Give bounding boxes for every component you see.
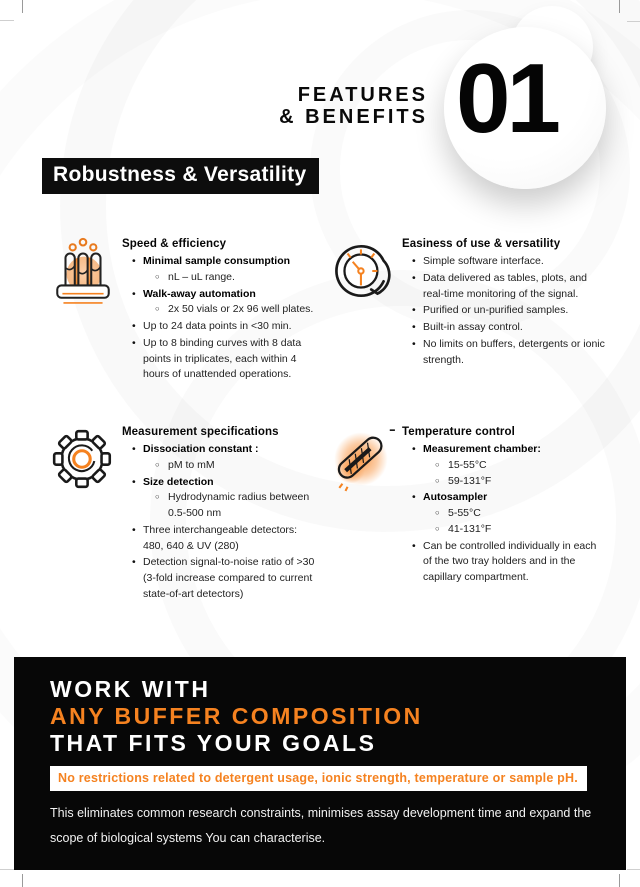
feature-title: Temperature control [402,426,515,438]
feature-measurement-specs [50,424,316,604]
feature-bullet: • Simple software interface. [412,254,608,270]
feature-bullet: • Size detection ○ Hydrodynamic radius between 0.5-500 nm [132,475,316,522]
footer-heading-line3: THAT FITS YOUR GOALS [50,729,377,756]
feature-easiness-versatility [330,236,608,369]
crop-mark [619,0,620,13]
page-title-line2: & BENEFITS [279,106,428,129]
feature-bullet: • Up to 24 data points in <30 min. [132,319,316,335]
feature-bullet-list [122,442,316,603]
page-title [279,84,428,129]
feature-bullet: • Walk-away automation ○ 2x 50 vials or 2x 96 well plates. [132,287,316,319]
feature-sub-list [423,506,608,538]
footer-highlight-box: No restrictions related to detergent usage, ionic strength, temperature or sample pH. [50,766,587,791]
feature-sub-list [143,458,316,474]
section-title-banner [42,158,319,194]
feature-bullet: • Up to 8 binding curves with 8 data points in triplicates, each within 4 hours of unattended operations. [132,336,316,383]
footer-heading-line2: ANY BUFFER COMPOSITION [50,702,423,729]
test-tubes-icon [50,236,116,306]
feature-title: Speed & efficiency [122,238,227,250]
feature-sub-bullet: ○ pM to mM [155,458,316,474]
feature-bullet: • Detection signal-to-noise ratio of >30 (3-fold increase compared to current state-of-art detectors) [132,555,316,602]
feature-bullet: • No limits on buffers, detergents or ionic strength. [412,337,608,369]
feature-bullet: • Purified or un-purified samples. [412,303,608,319]
feature-sub-list [143,270,316,286]
footer-body-text: This eliminates common research constraints, minimises assay development time and expand the scope of biological systems You can characterise. [50,806,592,845]
crop-mark [619,874,620,887]
page-title-line1: FEATURES [297,84,428,106]
feature-sub-bullet: ○ Hydrodynamic radius between 0.5-500 nm [155,490,316,522]
page-number: 01 [456,43,558,153]
feature-bullet: • Three interchangeable detectors: 480, 640 & UV (280) [132,523,316,555]
feature-sub-list [143,302,316,318]
feature-bullet-list [402,254,608,368]
feature-sub-bullet: ○ 2x 50 vials or 2x 96 well plates. [155,302,316,318]
feature-bullet-list [122,254,316,383]
feature-sub-bullet: ○ 5-55°C [435,506,608,522]
feature-temperature-control [330,424,608,587]
crop-mark [627,21,640,22]
feature-bullet: • Dissociation constant : ○ pM to mM [132,442,316,474]
feature-bullet: • Minimal sample consumption ○ nL – uL range. [132,254,316,286]
section-title: Robustness & Versatility [53,163,307,186]
feature-bullet: • Autosampler ○ 5-55°C ○ 41-131°F [412,490,608,537]
feature-sub-bullet: ○ 15-55°C [435,458,608,474]
feature-bullet: • Can be controlled individually in each of the two tray holders and in the capillary compartment. [412,539,608,586]
feature-speed-efficiency [50,236,316,384]
feature-sub-bullet: ○ 59-131°F [435,474,608,490]
feature-bullet: • Measurement chamber: ○ 15-55°C ○ 59-131°F [412,442,608,489]
footer-banner [14,657,626,870]
crop-mark [0,20,14,21]
crop-mark [0,869,14,870]
crop-mark [22,874,23,887]
feature-title: Measurement specifications [122,426,279,438]
crop-mark [627,869,640,870]
feature-sub-bullet: ○ 41-131°F [435,522,608,538]
feature-bullet-list [402,442,608,586]
gear-icon [50,424,116,494]
footer-heading-line1: WORK WITH [50,676,211,702]
stopwatch-icon [330,236,396,306]
crop-mark [22,0,23,13]
feature-sub-list [423,458,608,490]
feature-sub-list [143,490,316,522]
feature-bullet: • Data delivered as tables, plots, and real-time monitoring of the signal. [412,271,608,303]
feature-bullet: • Built-in assay control. [412,320,608,336]
feature-sub-bullet: ○ nL – uL range. [155,270,316,286]
thermometer-icon [330,424,396,494]
feature-title: Easiness of use & versatility [402,238,561,250]
